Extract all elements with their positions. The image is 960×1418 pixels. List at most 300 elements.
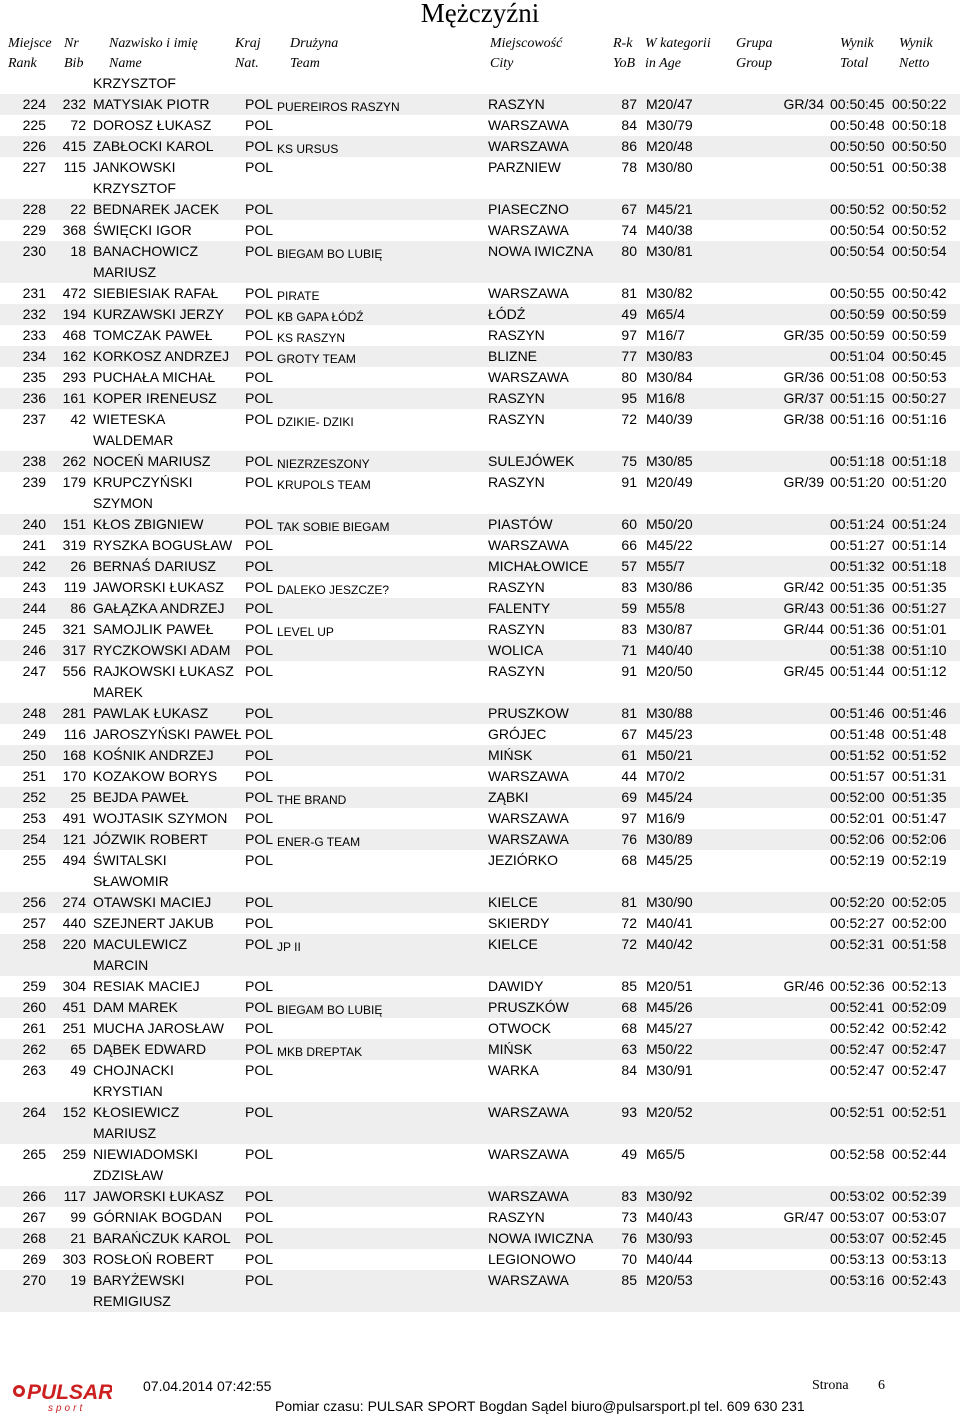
cell-bib: 194 (62, 306, 86, 322)
cell-bib: 274 (62, 894, 86, 910)
cell-category: M16/8 (646, 390, 685, 406)
cell-rank: 251 (22, 768, 46, 784)
cell-bib: 42 (70, 411, 86, 427)
table-row (0, 1249, 960, 1270)
cell-bib: 152 (62, 1104, 86, 1120)
cell-rank: 236 (22, 390, 46, 406)
cell-bib: 49 (70, 1062, 86, 1078)
cell-name: GAŁĄZKA ANDRZEJ (93, 600, 225, 616)
cell-rank: 268 (22, 1230, 46, 1246)
cell-netto: 00:51:20 (892, 474, 947, 490)
cell-yob: 66 (621, 537, 637, 553)
cell-bib: 251 (62, 1020, 86, 1036)
cell-city: KIELCE (488, 894, 538, 910)
cell-category: M40/41 (646, 915, 693, 931)
table-row (0, 472, 960, 514)
cell-nat: POL (245, 369, 274, 385)
cell-nat: POL (245, 936, 274, 952)
cell-nat: POL (245, 96, 274, 112)
cell-total: 00:51:57 (830, 768, 885, 784)
cell-rank: 243 (22, 579, 46, 595)
cell-netto: 00:52:47 (892, 1062, 947, 1078)
cell-name: JAWORSKI ŁUKASZ (93, 579, 224, 595)
table-row (0, 388, 960, 409)
cell-city: WARKA (488, 1062, 539, 1078)
cell-category: M30/92 (646, 1188, 693, 1204)
cell-netto: 00:51:18 (892, 558, 947, 574)
cell-bib: 491 (62, 810, 86, 826)
table-row (0, 514, 960, 535)
cell-rank: 232 (22, 306, 46, 322)
cell-group: GR/34 (783, 96, 824, 112)
cell-rank: 227 (22, 159, 46, 175)
cell-name: RYSZKA BOGUSŁAW (93, 537, 233, 553)
cell-yob: 84 (621, 1062, 637, 1078)
cell-city: WARSZAWA (488, 831, 569, 847)
cell-netto: 00:51:35 (892, 789, 947, 805)
cell-total: 00:51:20 (830, 474, 885, 490)
cell-bib: 232 (62, 96, 86, 112)
header-name: Nazwisko i imię Name (109, 36, 198, 71)
cell-yob: 87 (621, 96, 637, 112)
cell-group: GR/36 (783, 369, 824, 385)
cell-rank: 256 (22, 894, 46, 910)
cell-name: NOCEŃ MARIUSZ (93, 453, 211, 469)
cell-yob: 86 (621, 138, 637, 154)
cell-netto: 00:50:53 (892, 369, 947, 385)
cell-rank: 245 (22, 621, 46, 637)
svg-text:sport: sport (48, 1403, 86, 1413)
cell-city: BLIZNE (488, 348, 538, 364)
cell-team: TAK SOBIE BIEGAM (277, 520, 390, 534)
cell-netto: 00:51:46 (892, 705, 947, 721)
cell-category: M20/53 (646, 1272, 693, 1288)
cell-category: M40/39 (646, 411, 693, 427)
cell-city: KIELCE (488, 936, 538, 952)
cell-total: 00:53:16 (830, 1272, 885, 1288)
cell-group: GR/46 (783, 978, 824, 994)
svg-text:PULSAR: PULSAR (27, 1381, 112, 1404)
cell-total: 00:51:48 (830, 726, 885, 742)
cell-rank: 228 (22, 201, 46, 217)
cell-bib: 86 (70, 600, 86, 616)
header-group: Grupa Group (736, 36, 773, 71)
cell-total: 00:52:01 (830, 810, 885, 826)
cell-yob: 83 (621, 621, 637, 637)
cell-nat: POL (245, 852, 274, 868)
cell-bib: 451 (62, 999, 86, 1015)
cell-category: M65/5 (646, 1146, 685, 1162)
cell-netto: 00:52:47 (892, 1041, 947, 1057)
cell-category: M20/48 (646, 138, 693, 154)
cell-rank: 253 (22, 810, 46, 826)
cell-total: 00:52:58 (830, 1146, 885, 1162)
cell-bib: 556 (62, 663, 86, 679)
cell-city: MICHAŁOWICE (488, 558, 589, 574)
cell-total: 00:51:15 (830, 390, 885, 406)
cell-city: JEZIÓRKO (488, 852, 559, 868)
cell-name: CHOJNACKI KRYSTIAN (93, 1062, 174, 1099)
cell-category: M45/27 (646, 1020, 693, 1036)
cell-category: M50/21 (646, 747, 693, 763)
cell-rank: 267 (22, 1209, 46, 1225)
cell-netto: 00:51:18 (892, 453, 947, 469)
table-row (0, 157, 960, 199)
cell-netto: 00:51:16 (892, 411, 947, 427)
cell-rank: 249 (22, 726, 46, 742)
cell-bib: 25 (70, 789, 86, 805)
cell-nat: POL (245, 621, 274, 637)
cell-city: SKIERDY (488, 915, 550, 931)
cell-yob: 76 (621, 1230, 637, 1246)
cell-yob: 78 (621, 159, 637, 175)
cell-rank: 226 (22, 138, 46, 154)
cell-bib: 121 (62, 831, 86, 847)
cell-bib: 262 (62, 453, 86, 469)
cell-category: M30/84 (646, 369, 693, 385)
cell-rank: 241 (22, 537, 46, 553)
cell-bib: 293 (62, 369, 86, 385)
table-row (0, 94, 960, 115)
carry-over-name: KRZYSZTOF (93, 75, 176, 91)
cell-city: WARSZAWA (488, 222, 569, 238)
table-row (0, 325, 960, 346)
cell-bib: 468 (62, 327, 86, 343)
cell-name: ROSŁOŃ ROBERT (93, 1251, 215, 1267)
footer (0, 1372, 960, 1417)
cell-name: RAJKOWSKI ŁUKASZ MAREK (93, 663, 234, 700)
cell-total: 00:51:35 (830, 579, 885, 595)
pulsar-logo (12, 1377, 112, 1418)
cell-rank: 270 (22, 1272, 46, 1288)
cell-city: ZĄBKI (488, 789, 529, 805)
cell-name: BARYŻEWSKI REMIGIUSZ (93, 1272, 185, 1309)
table-row (0, 745, 960, 766)
table-row (0, 703, 960, 724)
cell-group: GR/45 (783, 663, 824, 679)
cell-rank: 230 (22, 243, 46, 259)
cell-category: M30/81 (646, 243, 693, 259)
cell-yob: 85 (621, 978, 637, 994)
cell-yob: 81 (621, 894, 637, 910)
cell-city: RASZYN (488, 621, 545, 637)
cell-yob: 93 (621, 1104, 637, 1120)
cell-category: M30/93 (646, 1230, 693, 1246)
cell-name: MATYSIAK PIOTR (93, 96, 210, 112)
cell-netto: 00:51:12 (892, 663, 947, 679)
cell-city: WARSZAWA (488, 768, 569, 784)
cell-city: WARSZAWA (488, 369, 569, 385)
cell-total: 00:51:16 (830, 411, 885, 427)
cell-total: 00:50:48 (830, 117, 885, 133)
cell-team: JP II (277, 940, 301, 954)
cell-netto: 00:51:48 (892, 726, 947, 742)
cell-yob: 77 (621, 348, 637, 364)
cell-bib: 19 (70, 1272, 86, 1288)
cell-netto: 00:50:45 (892, 348, 947, 364)
cell-total: 00:52:47 (830, 1041, 885, 1057)
cell-total: 00:51:18 (830, 453, 885, 469)
cell-yob: 63 (621, 1041, 637, 1057)
cell-name: KOŚNIK ANDRZEJ (93, 747, 214, 763)
carry-over-row (0, 73, 960, 94)
cell-nat: POL (245, 1020, 274, 1036)
page-title: Mężczyźni (420, 0, 540, 28)
cell-category: M16/7 (646, 327, 685, 343)
cell-team: DALEKO JESZCZE? (277, 583, 390, 597)
cell-rank: 233 (22, 327, 46, 343)
cell-total: 00:51:52 (830, 747, 885, 763)
cell-yob: 49 (621, 1146, 637, 1162)
cell-netto: 00:52:39 (892, 1188, 947, 1204)
cell-team: KS RASZYN (277, 331, 346, 345)
cell-yob: 85 (621, 1272, 637, 1288)
cell-bib: 99 (70, 1209, 86, 1225)
cell-total: 00:51:24 (830, 516, 885, 532)
cell-nat: POL (245, 390, 274, 406)
cell-total: 00:52:36 (830, 978, 885, 994)
header-total: Wynik Total (840, 36, 874, 71)
cell-city: PIASECZNO (488, 201, 569, 217)
cell-total: 00:53:07 (830, 1230, 885, 1246)
cell-total: 00:50:45 (830, 96, 885, 112)
table-row (0, 241, 960, 283)
cell-total: 00:51:32 (830, 558, 885, 574)
cell-city: RASZYN (488, 663, 545, 679)
cell-category: M70/2 (646, 768, 685, 784)
cell-city: RASZYN (488, 579, 545, 595)
cell-team: DZIKIE- DZIKI (277, 415, 354, 429)
cell-netto: 00:52:44 (892, 1146, 947, 1162)
cell-total: 00:51:36 (830, 621, 885, 637)
cell-netto: 00:51:47 (892, 810, 947, 826)
cell-rank: 246 (22, 642, 46, 658)
cell-bib: 162 (62, 348, 86, 364)
timing-info: Pomiar czasu: PULSAR SPORT Bogdan Sądel biuro@pulsarsport.pl tel. 609 630 231 (275, 1398, 805, 1414)
cell-group: GR/47 (783, 1209, 824, 1225)
cell-total: 00:52:31 (830, 936, 885, 952)
cell-total: 00:51:08 (830, 369, 885, 385)
cell-category: M20/50 (646, 663, 693, 679)
cell-rank: 242 (22, 558, 46, 574)
cell-team: GROTY TEAM (277, 352, 356, 366)
table-row (0, 409, 960, 451)
cell-nat: POL (245, 1146, 274, 1162)
table-row (0, 1018, 960, 1039)
cell-city: WARSZAWA (488, 1146, 569, 1162)
cell-nat: POL (245, 642, 274, 658)
cell-netto: 00:50:42 (892, 285, 947, 301)
cell-bib: 321 (62, 621, 86, 637)
cell-bib: 472 (62, 285, 86, 301)
cell-name: SZEJNERT JAKUB (93, 915, 214, 931)
cell-category: M40/40 (646, 642, 693, 658)
cell-city: WARSZAWA (488, 1272, 569, 1288)
cell-name: JAROSZYŃSKI PAWEŁ (93, 726, 242, 742)
cell-netto: 00:51:27 (892, 600, 947, 616)
table-row (0, 1144, 960, 1186)
cell-rank: 255 (22, 852, 46, 868)
cell-category: M65/4 (646, 306, 685, 322)
table-row (0, 766, 960, 787)
cell-category: M30/87 (646, 621, 693, 637)
cell-city: WARSZAWA (488, 285, 569, 301)
cell-netto: 00:52:42 (892, 1020, 947, 1036)
cell-nat: POL (245, 789, 274, 805)
cell-city: WARSZAWA (488, 1104, 569, 1120)
cell-category: M30/86 (646, 579, 693, 595)
cell-bib: 72 (70, 117, 86, 133)
cell-netto: 00:52:51 (892, 1104, 947, 1120)
cell-rank: 231 (22, 285, 46, 301)
cell-nat: POL (245, 978, 274, 994)
cell-nat: POL (245, 1251, 274, 1267)
cell-nat: POL (245, 1062, 274, 1078)
cell-team: KB GAPA ŁÓDŹ (277, 310, 364, 324)
cell-netto: 00:50:18 (892, 117, 947, 133)
cell-rank: 258 (22, 936, 46, 952)
table-row (0, 913, 960, 934)
cell-netto: 00:51:24 (892, 516, 947, 532)
cell-name: ZABŁOCKI KAROL (93, 138, 214, 154)
table-row (0, 346, 960, 367)
cell-yob: 72 (621, 915, 637, 931)
cell-group: GR/38 (783, 411, 824, 427)
cell-name: MUCHA JAROSŁAW (93, 1020, 224, 1036)
cell-nat: POL (245, 1104, 274, 1120)
cell-category: M55/8 (646, 600, 685, 616)
cell-rank: 261 (22, 1020, 46, 1036)
cell-nat: POL (245, 810, 274, 826)
cell-yob: 69 (621, 789, 637, 805)
cell-rank: 237 (22, 411, 46, 427)
cell-nat: POL (245, 915, 274, 931)
cell-category: M30/91 (646, 1062, 693, 1078)
table-row (0, 577, 960, 598)
cell-rank: 247 (22, 663, 46, 679)
cell-team: ENER-G TEAM (277, 835, 361, 849)
cell-nat: POL (245, 201, 274, 217)
cell-rank: 257 (22, 915, 46, 931)
cell-rank: 225 (22, 117, 46, 133)
cell-netto: 00:50:38 (892, 159, 947, 175)
cell-rank: 238 (22, 453, 46, 469)
header-category: W kategorii in Age (645, 36, 711, 71)
cell-category: M45/21 (646, 201, 693, 217)
cell-category: M16/9 (646, 810, 685, 826)
cell-nat: POL (245, 1230, 274, 1246)
table-row (0, 598, 960, 619)
cell-total: 00:52:20 (830, 894, 885, 910)
cell-yob: 73 (621, 1209, 637, 1225)
cell-team: KRUPOLS TEAM (277, 478, 371, 492)
cell-yob: 95 (621, 390, 637, 406)
cell-group: GR/43 (783, 600, 824, 616)
cell-bib: 220 (62, 936, 86, 952)
cell-city: MIŃSK (488, 747, 533, 763)
cell-name: KŁOSIEWICZ MARIUSZ (93, 1104, 180, 1141)
cell-yob: 81 (621, 285, 637, 301)
table-row (0, 619, 960, 640)
cell-category: M45/22 (646, 537, 693, 553)
cell-yob: 68 (621, 1020, 637, 1036)
cell-total: 00:50:52 (830, 201, 885, 217)
cell-category: M50/20 (646, 516, 693, 532)
cell-name: KŁOS ZBIGNIEW (93, 516, 204, 532)
header-city: Miejscowość City (490, 36, 563, 71)
cell-nat: POL (245, 1209, 274, 1225)
cell-netto: 00:52:09 (892, 999, 947, 1015)
cell-total: 00:53:13 (830, 1251, 885, 1267)
cell-category: M30/90 (646, 894, 693, 910)
cell-yob: 44 (621, 768, 637, 784)
cell-name: BARAŃCZUK KAROL (93, 1230, 231, 1246)
cell-city: RASZYN (488, 411, 545, 427)
cell-name: DĄBEK EDWARD (93, 1041, 207, 1057)
cell-nat: POL (245, 768, 274, 784)
header-bib: Nr Bib (64, 36, 84, 71)
cell-bib: 281 (62, 705, 86, 721)
cell-nat: POL (245, 516, 274, 532)
cell-category: M30/80 (646, 159, 693, 175)
cell-total: 00:52:51 (830, 1104, 885, 1120)
table-row (0, 1186, 960, 1207)
cell-city: PRUSZKÓW (488, 999, 569, 1015)
cell-netto: 00:50:52 (892, 222, 947, 238)
cell-bib: 170 (62, 768, 86, 784)
table-row (0, 661, 960, 703)
cell-total: 00:50:51 (830, 159, 885, 175)
cell-category: M40/38 (646, 222, 693, 238)
cell-total: 00:51:27 (830, 537, 885, 553)
cell-nat: POL (245, 117, 274, 133)
cell-bib: 116 (63, 726, 86, 742)
cell-total: 00:50:50 (830, 138, 885, 154)
cell-netto: 00:51:31 (892, 768, 947, 784)
cell-rank: 235 (22, 369, 46, 385)
cell-netto: 00:51:58 (892, 936, 947, 952)
cell-bib: 151 (62, 516, 86, 532)
table-row (0, 724, 960, 745)
cell-nat: POL (245, 705, 274, 721)
cell-total: 00:51:44 (830, 663, 885, 679)
cell-city: GRÓJEC (488, 726, 547, 742)
cell-bib: 18 (70, 243, 86, 259)
table-row (0, 640, 960, 661)
cell-nat: POL (245, 579, 274, 595)
cell-rank: 229 (22, 222, 46, 238)
cell-yob: 80 (621, 369, 637, 385)
cell-netto: 00:52:43 (892, 1272, 947, 1288)
cell-team: PIRATE (277, 289, 320, 303)
cell-netto: 00:50:50 (892, 138, 947, 154)
cell-total: 00:50:59 (830, 327, 885, 343)
cell-rank: 244 (22, 600, 46, 616)
cell-total: 00:52:42 (830, 1020, 885, 1036)
cell-city: WOLICA (488, 642, 544, 658)
cell-category: M40/43 (646, 1209, 693, 1225)
cell-netto: 00:52:45 (892, 1230, 947, 1246)
cell-category: M20/52 (646, 1104, 693, 1120)
cell-yob: 80 (621, 243, 637, 259)
cell-yob: 72 (621, 936, 637, 952)
cell-total: 00:53:02 (830, 1188, 885, 1204)
cell-nat: POL (245, 537, 274, 553)
cell-name: SAMOJLIK PAWEŁ (93, 621, 214, 637)
table-row (0, 367, 960, 388)
cell-nat: POL (245, 411, 274, 427)
cell-category: M55/7 (646, 558, 685, 574)
